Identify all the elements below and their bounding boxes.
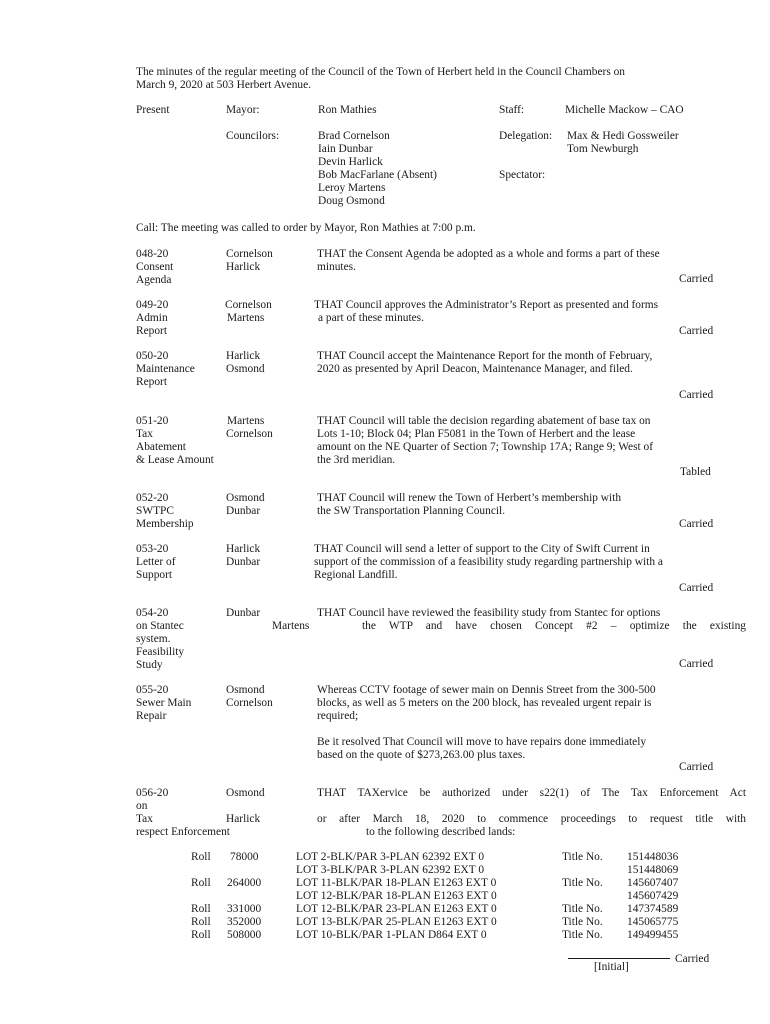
motion-text: Whereas CCTV footage of sewer main on Dennis Street from the 300-500 [317,684,656,696]
staff-label: Staff: [499,104,525,116]
lot-description: LOT 10-BLK/PAR 1-PLAN D864 EXT 0 [296,929,487,941]
delegation-label: Delegation: [499,130,553,142]
motion-result: Carried [679,389,714,401]
motion-number: 054-20 [136,607,169,619]
lot-description: LOT 2-BLK/PAR 3-PLAN 62392 EXT 0 [296,851,485,863]
title-label: Title No. [562,851,603,863]
councilor: Iain Dunbar [318,143,373,155]
motion-title: Admin [136,312,168,324]
motion-text: THAT Council accept the Maintenance Report for the month of February, [317,350,653,362]
motion-text: THAT Council approves the Administrator’s Report as presented and forms [314,299,659,311]
motion-title: Letter of [136,556,176,568]
title-label: Title No. [562,903,603,915]
motion-text: Lots 1-10; Block 04; Plan F5081 in the Town of Herbert and the lease [317,428,636,440]
motion-result: Carried [679,582,714,594]
title-number: 151448069 [627,864,679,876]
motion-title: Support [136,569,173,581]
motion-resolution: Be it resolved That Council will move to have repairs done immediately [317,736,647,748]
staff-name: Michelle Mackow – CAO [565,104,684,116]
councilor: Leroy Martens [318,182,386,194]
motion-title: respect Enforcement [136,826,230,838]
motion-number: 055-20 [136,684,169,696]
motion-number: 049-20 [136,299,169,311]
roll-label: Roll [191,851,211,863]
motion-result: Carried [679,761,714,773]
spectator-label: Spectator: [499,169,546,181]
motion-text: Regional Landfill. [314,569,398,581]
mayor-label: Mayor: [226,104,260,116]
motion-title: system. [136,633,171,645]
motion-seconder: Dunbar [226,505,261,517]
motion-mover: Osmond [226,684,265,696]
motion-result: Carried [675,953,710,965]
roll-number: 508000 [227,929,262,941]
title-label: Title No. [562,877,603,889]
motion-text: blocks, as well as 5 meters on the 200 block, has revealed urgent repair is [317,697,652,709]
title-label: Title No. [562,916,603,928]
motion-number: 052-20 [136,492,169,504]
motion-text: THAT the Consent Agenda be adopted as a whole and forms a part of these [317,248,660,260]
motion-seconder: Dunbar [226,556,261,568]
motion-text: the WTP and have chosen Concept #2 – optimize the existing [362,620,746,632]
roll-label: Roll [191,929,211,941]
roll-number: 78000 [230,851,259,863]
motion-seconder: Martens [272,620,310,632]
councilor: Bob MacFarlane (Absent) [318,169,437,181]
motion-mover: Martens [227,415,265,427]
motion-seconder: Osmond [226,363,265,375]
motion-text: amount on the NE Quarter of Section 7; Township 17A; Range 9; West of [317,441,654,453]
motion-text: THAT Council have reviewed the feasibility study from Stantec for options [317,607,661,619]
title-number: 149499455 [627,929,679,941]
motion-text: THAT Council will send a letter of support to the City of Swift Current in [314,543,650,555]
motion-seconder: Harlick [226,261,261,273]
title-number: 145065775 [627,916,679,928]
motion-text: or after March 18, 2020 to commence proceedings to request title with [317,813,746,825]
header-line-1: The minutes of the regular meeting of the Council of the Town of Herbert held in the Council Chambers on [136,66,625,78]
motion-title: Feasibility [136,646,185,658]
motion-result: Carried [679,273,714,285]
motion-resolution: based on the quote of $273,263.00 plus taxes. [317,749,526,761]
motion-title: Membership [136,518,194,530]
motion-seconder: Harlick [226,813,261,825]
motion-title: Sewer Main [136,697,192,709]
motion-text: THAT Council will renew the Town of Herbert’s membership with [317,492,622,504]
motion-result: Carried [679,658,714,670]
motion-title: Report [136,325,168,337]
motion-text: support of the commission of a feasibility study regarding partnership with a [314,556,663,568]
motion-number: 051-20 [136,415,169,427]
motion-text: required; [317,710,359,722]
roll-label: Roll [191,903,211,915]
roll-number: 331000 [227,903,262,915]
motion-mover: Cornelson [225,299,272,311]
lot-description: LOT 12-BLK/PAR 23-PLAN E1263 EXT 0 [296,903,497,915]
motion-title: Tax [136,813,153,825]
title-number: 145607429 [627,890,679,902]
title-number: 145607407 [627,877,679,889]
motion-title: Abatement [136,441,186,453]
motion-text: the SW Transportation Planning Council. [317,505,506,517]
councilor: Doug Osmond [318,195,385,207]
roll-label: Roll [191,916,211,928]
lot-description: LOT 3-BLK/PAR 3-PLAN 62392 EXT 0 [296,864,485,876]
motion-mover: Dunbar [226,607,261,619]
lot-description: LOT 12-BLK/PAR 18-PLAN E1263 EXT 0 [296,890,497,902]
call-to-order: Call: The meeting was called to order by Mayor, Ron Mathies at 7:00 p.m. [136,222,476,234]
councilor: Devin Harlick [318,156,383,168]
initial-label: [Initial] [594,961,629,973]
motion-mover: Osmond [226,787,265,799]
motion-text: a part of these minutes. [318,312,424,324]
motion-result: Carried [679,325,714,337]
title-number: 151448036 [627,851,679,863]
lot-description: LOT 11-BLK/PAR 18-PLAN E1263 EXT 0 [296,877,497,889]
roll-number: 352000 [227,916,262,928]
present-label: Present [136,104,170,116]
motion-title: Agenda [136,274,172,286]
councilor: Brad Cornelson [318,130,390,142]
motion-text: THAT Council will table the decision regarding abatement of base tax on [317,415,651,427]
motion-seconder: Cornelson [226,697,273,709]
mayor-name: Ron Mathies [318,104,377,116]
motion-mover: Cornelson [226,248,273,260]
motion-mover: Harlick [226,350,261,362]
motion-number: 053-20 [136,543,169,555]
motion-number: 048-20 [136,248,169,260]
title-number: 147374589 [627,903,679,915]
motion-text: THAT TAXervice be authorized under s22(1) of The Tax Enforcement Act [317,787,746,799]
motion-title: Repair [136,710,167,722]
motion-text: to the following described lands: [366,826,516,838]
motion-title: Consent [136,261,174,273]
motion-title: SWTPC [136,505,174,517]
motion-mover: Osmond [226,492,265,504]
roll-label: Roll [191,877,211,889]
motion-number: 050-20 [136,350,169,362]
lot-description: LOT 13-BLK/PAR 25-PLAN E1263 EXT 0 [296,916,497,928]
councilors-label: Councilors: [226,130,280,142]
motion-result: Tabled [680,466,711,478]
motion-text: 2020 as presented by April Deacon, Maintenance Manager, and filed. [317,363,633,375]
motion-number: 056-20 [136,787,169,799]
motion-result: Carried [679,518,714,530]
delegation-member: Max & Hedi Gossweiler [567,130,679,142]
motion-title: on [136,800,148,812]
motion-text: the 3rd meridian. [317,454,396,466]
motion-mover: Harlick [226,543,261,555]
motion-seconder: Cornelson [226,428,273,440]
header-line-2: March 9, 2020 at 503 Herbert Avenue. [136,79,312,91]
motion-seconder: Martens [227,312,265,324]
title-label: Title No. [562,929,603,941]
motion-title: & Lease Amount [136,454,214,466]
motion-text: minutes. [317,261,356,273]
motion-title: Tax [136,428,153,440]
motion-title: on Stantec [136,620,184,632]
motion-title: Study [136,659,163,671]
initial-line [568,958,670,959]
motion-title: Maintenance [136,363,195,375]
delegation-member: Tom Newburgh [567,143,639,155]
motion-title: Report [136,376,168,388]
roll-number: 264000 [227,877,262,889]
